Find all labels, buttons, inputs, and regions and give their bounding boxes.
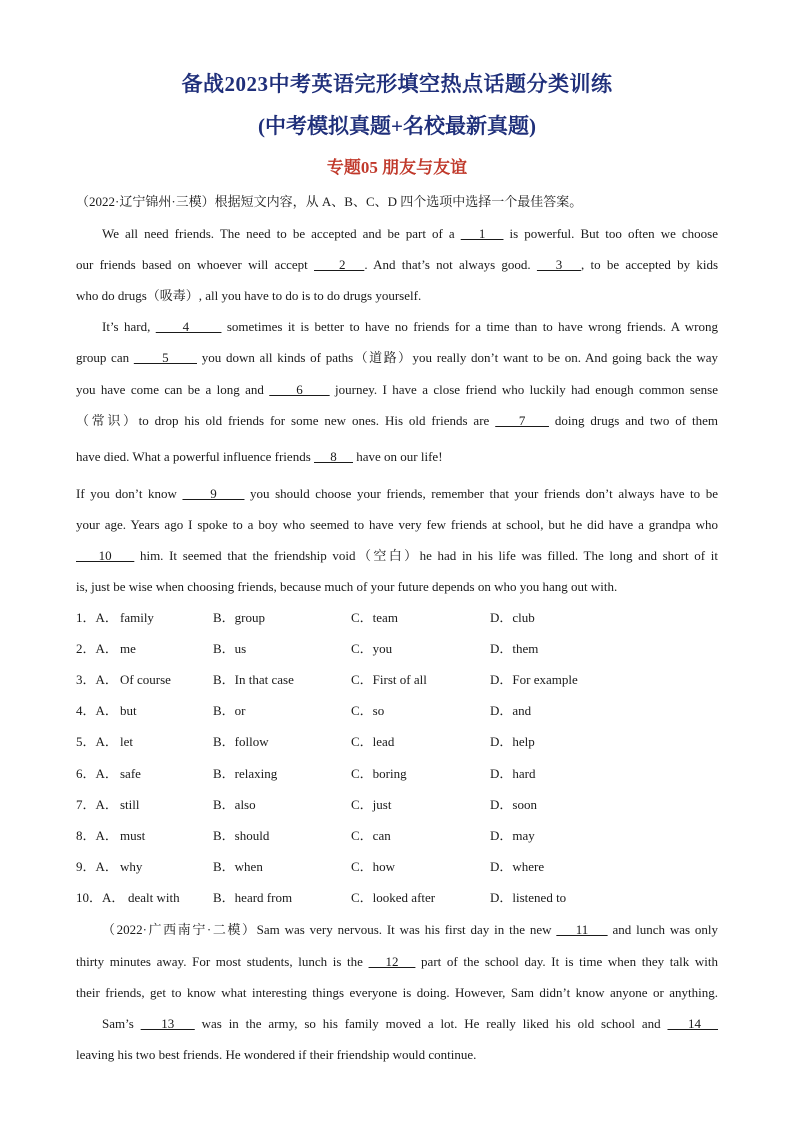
option-a: let [120,734,133,750]
passage-text: （2022·辽宁锦州·三模）根据短文内容，从 A、B、C、D 四个选项中选择一个最佳答案。 [76,194,583,209]
option-c: C．team [351,610,398,625]
question-number: 3．A． [76,672,118,688]
passage-1-line [76,486,718,502]
passage-text: , to be accepted by kids [580,257,719,272]
answer-blank: 1 [460,226,504,241]
option-b: B．when [213,858,263,874]
passage-text: you have come can be a long and [76,382,270,397]
passage-2-line [76,1047,718,1063]
question-number: 6．A． [76,765,118,781]
passage-1-line [76,517,718,533]
passage-1-line [76,579,718,595]
option-b: B．group [213,610,266,625]
option-c: C．First of all [351,672,427,688]
passage-text: was in the army, so his family moved a lot. He really liked his old school and [194,1016,668,1031]
answer-blank: 10 [76,548,135,563]
answer-blank: 6 [269,382,330,397]
option-d: D．and [490,703,532,719]
passage-1-line [76,257,718,273]
passage-text: our friends based on whoever will accept [76,257,315,272]
answer-blank: 9 [182,486,245,501]
passage-text: you down all kinds of paths（道路）you really don’t want to be on. And going back the way [197,350,719,365]
passage-text: is, just be wise when choosing friends, because much of your future depends on who you hang out with. [76,579,618,594]
passage-text: part of the school day. It is time when they talk with [415,954,718,969]
passage-text: Sam’s [102,1016,141,1031]
passage-text: It’s hard, [102,319,156,334]
option-a: dealt with [128,889,180,905]
question-number: 5．A． [76,734,118,750]
passage-text: have on our life! [353,449,443,464]
option-a: safe [120,765,141,781]
passage-1-line [76,382,718,398]
answer-blank: 3 [536,257,581,272]
option-d: D．listened to [490,889,567,905]
option-b: B．us [213,641,247,657]
passage-1-line [76,194,718,210]
option-c: C．boring [351,765,407,781]
option-c: C．looked after [351,889,436,905]
question-number: 10．A． [76,889,125,905]
option-c: C．just [351,796,392,812]
option-b: B．follow [213,734,269,750]
answer-blank: 8 [314,449,353,464]
question-number: 2．A． [76,641,118,657]
passage-2-line [76,985,718,1001]
passage-1-line [76,548,718,564]
passage-text: We all need friends. The need to be accepted and be part of a [102,226,461,241]
option-d: D．help [490,734,535,750]
passage-text: your age. Years ago I spoke to a boy who seemed to have very few friends at school, but he did have a grandpa who [76,517,718,532]
answer-blank: 4 [155,319,222,334]
passage-text: thirty minutes away. For most students, lunch is the [76,954,369,969]
option-b: B．relaxing [213,765,278,781]
option-a: family [120,610,154,625]
passage-text: leaving his two best friends. He wondered if their friendship would continue. [76,1047,477,1062]
passage-1-line [102,226,718,242]
option-a: Of course [120,672,171,688]
passage-text: have died. What a powerful influence friends [76,449,314,464]
passage-2-line [102,922,718,938]
passage-text: （常识）to drop his old friends for some new ones. His old friends are [76,413,496,428]
document-subtitle: (中考模拟真题+名校最新真题) [258,114,536,138]
passage-text: and lunch was only [607,922,718,937]
passage-1-line [102,319,718,335]
passage-text: group can [76,350,134,365]
answer-blank: 2 [314,257,365,272]
option-d: D．where [490,858,545,874]
question-number: 9．A． [76,858,118,874]
option-a: why [120,858,143,874]
option-a: me [120,641,136,657]
passage-2-line [102,1016,718,1032]
passage-text: doing drugs and two of them [548,413,718,428]
passage-text: . And that’s not always good. [364,257,537,272]
answer-blank: 14 [667,1016,719,1031]
passage-text: If you don’t know [76,486,183,501]
answer-blank: 12 [368,954,416,969]
option-c: C．so [351,703,385,719]
passage-text: you should choose your friends, remember that your friends don’t always have to be [244,486,718,501]
option-c: C．can [351,827,391,843]
document-title: 备战2023中考英语完形填空热点话题分类训练 [181,72,613,96]
option-d: D．For example [490,672,578,688]
question-number: 4．A． [76,703,118,719]
answer-blank: 5 [133,350,197,365]
passage-text: （2022·广西南宁·二模）Sam was very nervous. It was his first day in the new [102,922,557,937]
answer-blank: 13 [140,1016,195,1031]
option-a: must [120,827,146,843]
option-d: D．them [490,641,539,657]
option-c: C．you [351,641,393,657]
option-b: B．should [213,827,270,843]
passage-text: their friends, get to know what interesting things everyone is doing. However, Sam didn’t know anyone or anything. [76,985,718,1000]
passage-text: who do drugs（吸毒）, all you have to do is to do drugs yourself. [76,288,422,303]
option-b: B．also [213,796,256,812]
passage-1-line [76,449,718,465]
option-a: still [120,796,140,812]
passage-1-line [76,413,718,429]
answer-blank: 7 [495,413,549,428]
passage-text: sometimes it is better to have no friends for a time than to have wrong friends. A wrong [221,319,718,334]
question-number: 1．A． [76,610,118,625]
option-c: C．how [351,858,396,874]
option-b: B．or [213,703,246,719]
topic-heading: 专题05 朋友与友谊 [326,158,468,177]
option-d: D．club [490,610,535,625]
option-d: D．hard [490,765,536,781]
option-b: B．In that case [213,672,294,688]
passage-text: is powerful. But too often we choose [503,226,719,241]
answer-blank: 11 [556,922,608,937]
passage-text: him. It seemed that the friendship void（空白）he had in his life was filled. The long and short of it [134,548,718,563]
passage-1-line [76,288,718,304]
question-number: 7．A． [76,796,118,812]
passage-1-line [76,350,718,366]
question-number: 8．A． [76,827,118,843]
option-d: D．may [490,827,535,843]
option-c: C．lead [351,734,395,750]
option-a: but [120,703,137,719]
option-b: B．heard from [213,889,293,905]
passage-2-line [76,954,718,970]
option-d: D．soon [490,796,537,812]
passage-text: journey. I have a close friend who luckily had enough common sense [329,382,719,397]
